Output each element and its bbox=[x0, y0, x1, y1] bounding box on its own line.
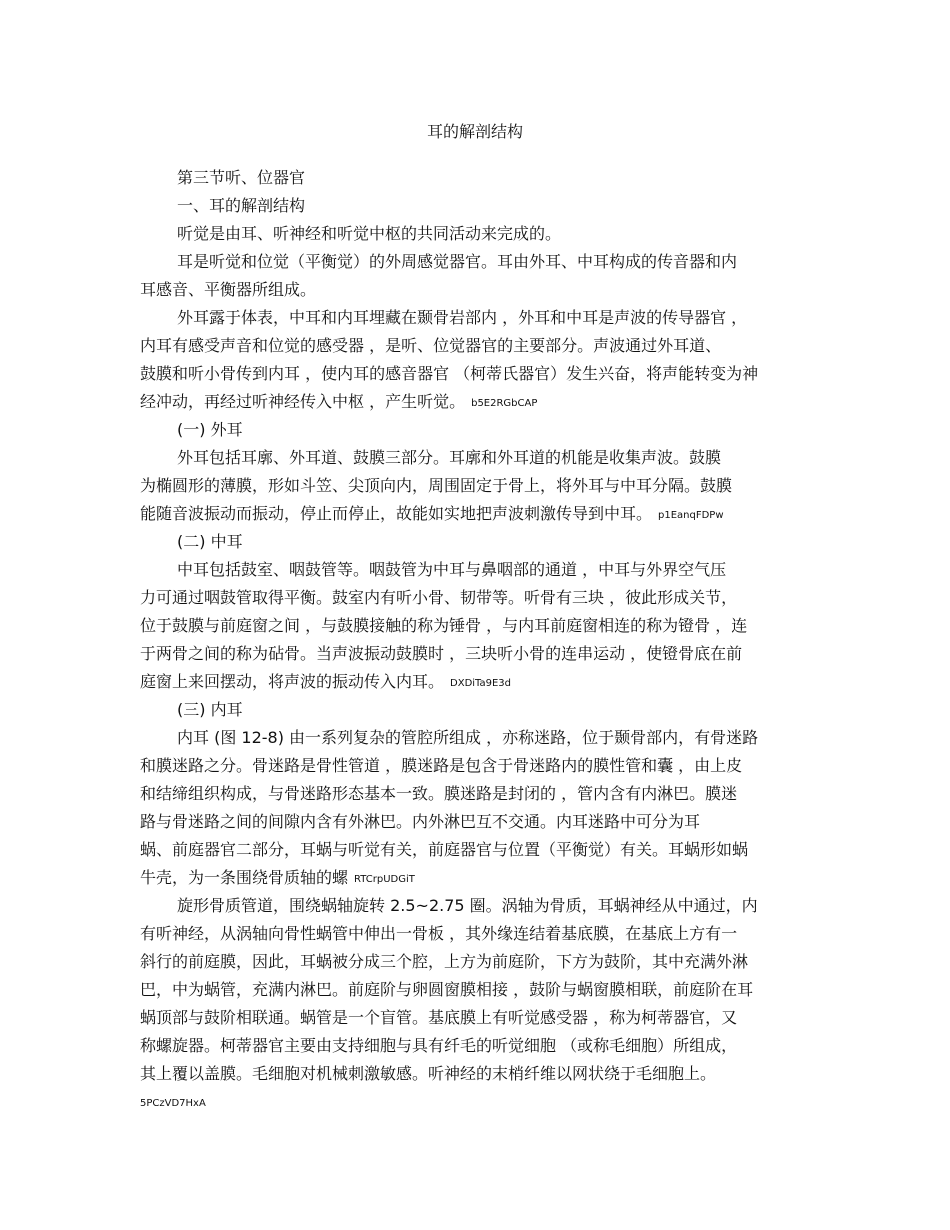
paragraph-line: 蜗顶部与鼓阶相联通。蜗管是一个盲管。基底膜上有听觉感受器 ，称为柯蒂器官，又 bbox=[140, 1008, 738, 1027]
paragraph-line: 庭窗上来回摆动，将声波的振动传入内耳。 DXDiTa9E3d bbox=[140, 672, 512, 691]
paragraph-line: 位于鼓膜与前庭窗之间 ，与鼓膜接触的称为锤骨 ，与内耳前庭窗相连的称为镫骨 ，连 bbox=[140, 616, 748, 635]
section-heading: 第三节听、位器官 bbox=[177, 168, 306, 187]
document-code: DXDiTa9E3d bbox=[450, 678, 512, 689]
paragraph-line: 有听神经，从涡轴向骨性蜗管中伸出一骨板 ，其外缘连结着基底膜，在基底上方有一 bbox=[140, 924, 738, 943]
paragraph-line: 和结缔组织构成，与骨迷路形态基本一致。膜迷路是封闭的 ，管内含有内淋巴。膜迷 bbox=[140, 784, 738, 803]
subsection-heading: 一、耳的解剖结构 bbox=[177, 196, 306, 215]
paragraph-line: 耳是听觉和位觉（平衡觉）的外周感觉器官。耳由外耳、中耳构成的传音器和内 bbox=[177, 252, 738, 271]
paragraph-line: 旋形骨质管道，围绕蜗轴旋转 2.5~2.75 圈。涡轴为骨质，耳蜗神经从中通过，内 bbox=[177, 896, 758, 915]
paragraph-line: 斜行的前庭膜，因此，耳蜗被分成三个腔，上方为前庭阶，下方为鼓阶，其中充满外淋 bbox=[140, 952, 749, 971]
paragraph-line: 耳感音、平衡器所组成。 bbox=[140, 280, 317, 299]
paragraph-line: 为椭圆形的薄膜，形如斗笠、尖顶向内，周围固定于骨上，将外耳与中耳分隔。鼓膜 bbox=[140, 476, 733, 495]
subsection-heading: (三) 内耳 bbox=[177, 700, 243, 719]
document-title: 耳的解剖结构 bbox=[426, 122, 523, 141]
document-code: p1EanqFDPw bbox=[658, 510, 724, 521]
paragraph-line: 力可通过咽鼓管取得平衡。鼓室内有听小骨、韧带等。听骨有三块 ，彼此形成关节， bbox=[140, 588, 738, 607]
paragraph-line: 外耳包括耳廓、外耳道、鼓膜三部分。耳廓和外耳道的机能是收集声波。鼓膜 bbox=[177, 448, 722, 467]
subsection-heading: (二) 中耳 bbox=[177, 532, 243, 551]
paragraph-line: 能随音波振动而振动，停止而停止，故能如实地把声波刺激传导到中耳。 p1EanqFDPw bbox=[140, 504, 724, 523]
paragraph-line: 中耳包括鼓室、咽鼓管等。咽鼓管为中耳与鼻咽部的通道 ，中耳与外界空气压 bbox=[177, 560, 727, 579]
paragraph-line: 听觉是由耳、听神经和听觉中枢的共同活动来完成的。 bbox=[177, 224, 562, 243]
paragraph-line: 内耳 (图 12-8) 由一系列复杂的管腔所组成 ，亦称迷路，位于颞骨部内，有骨迷路 bbox=[177, 728, 759, 747]
paragraph-line: 其上覆以盖膜。毛细胞对机械刺激敏感。听神经的末梢纤维以网状绕于毛细胞上。 bbox=[140, 1064, 717, 1083]
paragraph-line: 于两骨之间的称为砧骨。当声波振动鼓膜时 ，三块听小骨的连串运动 ，使镫骨底在前 bbox=[140, 644, 743, 663]
paragraph-line: 鼓膜和听小骨传到内耳 ，使内耳的感音器官 （柯蒂氏器官）发生兴奋，将声能转变为神 bbox=[140, 364, 759, 383]
paragraph-line: 外耳露于体表，中耳和内耳埋藏在颞骨岩部内 ，外耳和中耳是声波的传导器官 ， bbox=[177, 308, 748, 327]
paragraph-line: 巴，中为蜗管，充满内淋巴。前庭阶与卵圆窗膜相接 ，鼓阶与蜗窗膜相联，前庭阶在耳 bbox=[140, 980, 754, 999]
paragraph-line: 路与骨迷路之间的间隙内含有外淋巴。内外淋巴互不交通。内耳迷路中可分为耳 bbox=[140, 812, 701, 831]
document-code: b5E2RGbCAP bbox=[471, 398, 538, 409]
paragraph-line: 经冲动，再经过听神经传入中枢 ，产生听觉。 b5E2RGbCAP bbox=[140, 392, 538, 411]
document-code: RTCrpUDGiT bbox=[354, 874, 415, 885]
subsection-heading: (一) 外耳 bbox=[177, 420, 243, 439]
paragraph-line: 蜗、前庭器官二部分，耳蜗与听觉有关，前庭器官与位置（平衡觉）有关。耳蜗形如蜗 bbox=[140, 840, 749, 859]
paragraph-line: 和膜迷路之分。骨迷路是骨性管道 ，膜迷路是包含于骨迷路内的膜性管和囊 ，由上皮 bbox=[140, 756, 743, 775]
paragraph-line: 称螺旋器。柯蒂器官主要由支持细胞与具有纤毛的听觉细胞 （或称毛细胞）所组成， bbox=[140, 1036, 738, 1055]
footer-code: 5PCzVD7HxA bbox=[140, 1098, 206, 1109]
paragraph-line: 牛壳，为一条围绕骨质轴的螺 RTCrpUDGiT bbox=[140, 868, 415, 887]
paragraph-line: 内耳有感受声音和位觉的感受器 ，是听、位觉器官的主要部分。声波通过外耳道、 bbox=[140, 336, 722, 355]
